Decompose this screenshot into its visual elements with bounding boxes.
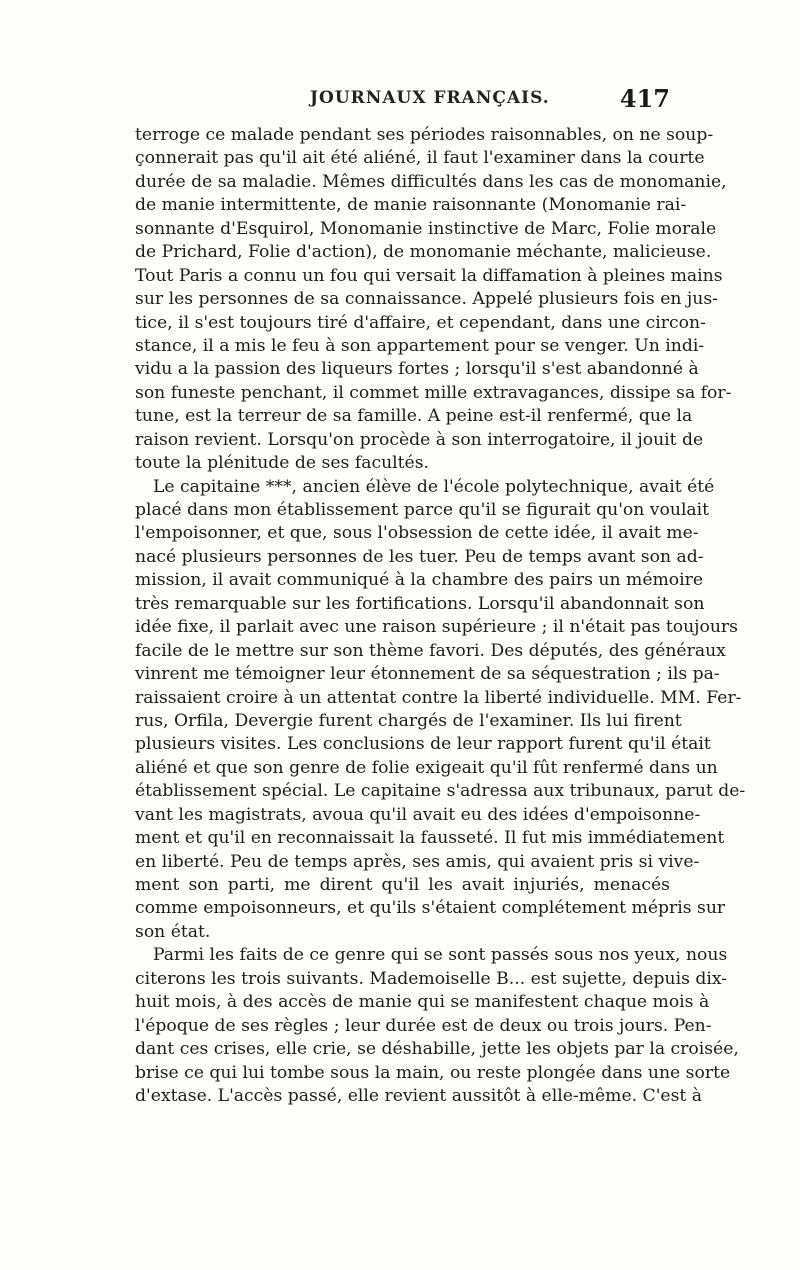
text-line: de manie intermittente, de manie raisonnante (Monomanie rai-: [135, 195, 687, 216]
text-line: ment son parti, me dirent qu'il les avait injuriés, menacés: [135, 875, 670, 895]
text-line: aliéné et que son genre de folie exigeait qu'il fût renfermé dans un: [135, 757, 718, 778]
page-header: [135, 84, 672, 118]
text-line: très remarquable sur les fortifications. Lorsqu'il abandonnait son: [135, 593, 705, 614]
text-line: dant ces crises, elle crie, se déshabille, jette les objets par la croisée,: [135, 1039, 739, 1060]
text-line: Tout Paris a connu un fou qui versait la diffamation à pleines mains: [135, 265, 723, 286]
text-line: établissement spécial. Le capitaine s'adressa aux tribunaux, parut de-: [135, 781, 746, 802]
text-line: Parmi les faits de ce genre qui se sont passés sous nos yeux, nous: [153, 945, 728, 966]
text-line: citerons les trois suivants. Mademoiselle B... est sujette, depuis dix-: [135, 968, 728, 989]
text-line: l'empoisonner, et que, sous l'obsession de cette idée, il avait me-: [135, 523, 699, 544]
text-line: raissaient croire à un attentat contre la liberté individuelle. MM. Fer-: [135, 687, 742, 708]
text-line: l'époque de ses règles ; leur durée est de deux ou trois jours. Pen-: [135, 1015, 712, 1036]
text-line: terroge ce malade pendant ses périodes raisonnables, on ne soup-: [135, 125, 714, 145]
text-line: çonnerait pas qu'il ait été aliéné, il faut l'examiner dans la courte: [135, 148, 705, 169]
text-line: placé dans mon établissement parce qu'il se figurait qu'on voulait: [135, 500, 710, 520]
text-line: stance, il a mis le feu à son appartement pour se venger. Un indi-: [135, 335, 705, 356]
text-line: ment et qu'il en reconnaissait la fausseté. Il fut mis immédiatement: [135, 828, 725, 849]
text-line: en liberté. Peu de temps après, ses amis, qui avaient pris si vive-: [135, 851, 700, 872]
page-number: 417: [619, 84, 670, 113]
text-line: vinrent me témoigner leur étonnement de sa séquestration ; ils pa-: [135, 664, 720, 685]
text-line: raison revient. Lorsqu'on procède à son interrogatoire, il jouit de: [135, 429, 704, 450]
text-line: sur les personnes de sa connaissance. Appelé plusieurs fois en jus-: [135, 289, 718, 310]
text-line: son état.: [135, 921, 211, 942]
text-line: plusieurs visites. Les conclusions de leur rapport furent qu'il était: [135, 734, 711, 755]
text-line: sonnante d'Esquirol, Monomanie instinctive de Marc, Folie morale: [135, 218, 717, 239]
text-line: Le capitaine ***, ancien élève de l'école polytechnique, avait été: [153, 476, 715, 497]
body-text: [135, 124, 746, 1108]
text-line: toute la plénitude de ses facultés.: [135, 453, 430, 474]
text-line: vidu a la passion des liqueurs fortes ; lorsqu'il s'est abandonné à: [135, 359, 699, 380]
text-line: tice, il s'est toujours tiré d'affaire, et cependant, dans une circon-: [135, 312, 706, 333]
text-line: d'extase. L'accès passé, elle revient aussitôt à elle-même. C'est à: [135, 1085, 703, 1106]
text-line: son funeste penchant, il commet mille extravagances, dissipe sa for-: [135, 382, 732, 403]
text-line: mission, il avait communiqué à la chambre des pairs un mémoire: [135, 570, 704, 591]
text-line: nacé plusieurs personnes de les tuer. Peu de temps avant son ad-: [135, 546, 704, 567]
text-line: vant les magistrats, avoua qu'il avait eu des idées d'empoisonne-: [135, 804, 701, 825]
text-line: idée fixe, il parlait avec une raison supérieure ; il n'était pas toujours: [135, 617, 738, 638]
text-line: comme empoisonneurs, et qu'ils s'étaient complétement mépris sur: [135, 898, 726, 919]
text-line: facile de le mettre sur son thème favori. Des députés, des généraux: [135, 640, 726, 661]
text-line: brise ce qui lui tombe sous la main, ou reste plongée dans une sorte: [135, 1062, 731, 1083]
running-head: JOURNAUX FRANÇAIS.: [310, 88, 550, 108]
text-line: tune, est la terreur de sa famille. A peine est-il renfermé, que la: [135, 406, 693, 427]
text-line: durée de sa maladie. Mêmes difficultés dans les cas de monomanie,: [135, 171, 727, 192]
text-line: huit mois, à des accès de manie qui se manifestent chaque mois à: [135, 992, 710, 1013]
text-line: rus, Orfila, Devergie furent chargés de l'examiner. Ils lui firent: [135, 710, 682, 731]
text-line: de Prichard, Folie d'action), de monomanie méchante, malicieuse.: [135, 242, 712, 263]
